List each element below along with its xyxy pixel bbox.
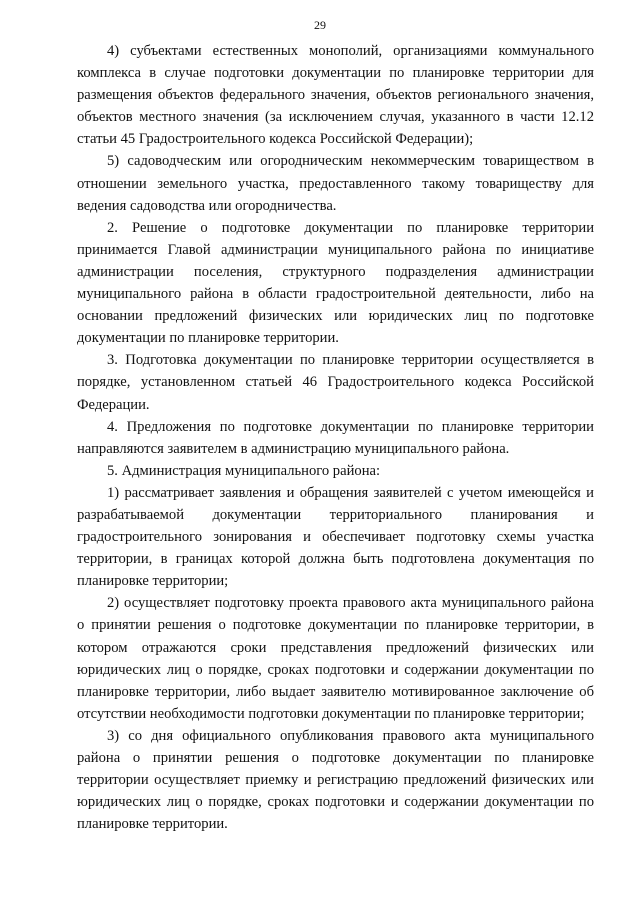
paragraph-subclause-1-review: 1) рассматривает заявления и обращения заявителей с учетом имеющейся и разрабатываемой документации территориального планирования и градостроительного зонирования и обеспечивает подготовку схемы участка территории, в границах которой должна быть подготовлена документация по планировке территории; [77, 484, 594, 590]
paragraph-item-4-natural-monopolies: 4) субъектами естественных монополий, организациями коммунального комплекса в случае подготовки документации по планировке территории для размещения объектов федерального значения, объектов регионального значения, объектов местного значения (за исключением случая, указанного в части 12.12 статьи 45 Градостроительного кодекса Российской Федерации); [77, 43, 594, 148]
paragraph-subclause-2-draft-act: 2) осуществляет подготовку проекта правового акта муниципального района о принятии решения о подготовке документации по планировке территории, в котором отражаются сроки представления предложений физических или юридических лиц о порядке, сроках подготовки и содержании документации по планировке территории, либо выдает заявителю мотивированное заключение об отсутствии необходимости подготовки документации по планировке территории; [77, 595, 594, 722]
page-number: 29 [314, 18, 326, 32]
document-body [77, 40, 594, 835]
paragraph-clause-2-decision: 2. Решение о подготовке документации по планировке территории принимается Главой администрации муниципального района по инициативе администрации поселения, структурного подразделения администрации муниципального района в области градостроительной деятельности, либо на основании предложений физических или юридических лиц по подготовке документации по планировке территории. [77, 219, 594, 347]
paragraph-item-5-gardening-partnerships: 5) садоводческим или огородническим некоммерческим товариществом в отношении земельного участка, предоставленного такому товариществу для ведения садоводства или огородничества. [77, 153, 594, 214]
paragraph-clause-4-proposals: 4. Предложения по подготовке документации по планировке территории направляются заявителем в администрацию муниципального района. [77, 418, 594, 457]
paragraph-clause-3-preparation: 3. Подготовка документации по планировке территории осуществляется в порядке, установленном статьей 46 Градостроительного кодекса Российской Федерации. [77, 352, 594, 413]
paragraph-clause-5-administration: 5. Администрация муниципального района: [107, 462, 381, 479]
paragraph-subclause-3-registration: 3) со дня официального опубликования правового акта муниципального района о принятии решения о подготовке документации по планировке территории осуществляет приемку и регистрацию предложений физических или юридических лиц о порядке, сроках подготовки и содержании документации по планировке территории. [77, 727, 594, 833]
